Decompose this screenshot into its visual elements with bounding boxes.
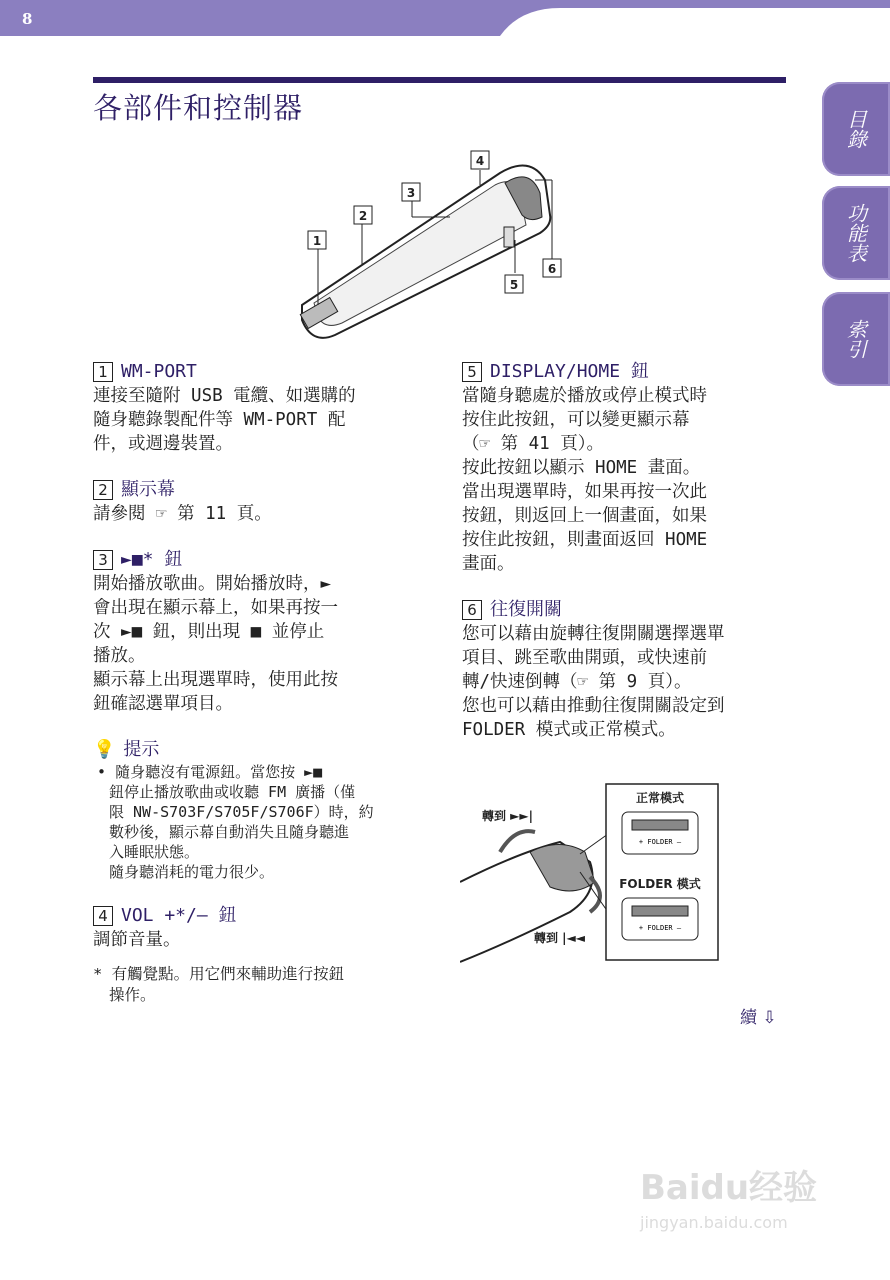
- section-volume: [93, 904, 423, 952]
- page-number: 8: [22, 10, 33, 28]
- callout-number: 2: [93, 480, 113, 500]
- callout-number: 1: [93, 362, 113, 382]
- callout-3: [402, 183, 420, 201]
- section-title: 顯示幕: [121, 479, 175, 500]
- section-display-home: [462, 360, 792, 576]
- callout-number: 3: [93, 550, 113, 570]
- section-body: 請參閱 ☞ 第 11 頁。: [93, 504, 272, 524]
- svg-text:1: 1: [312, 234, 322, 248]
- footnote: * 有觸覺點。用它們來輔助進行按鈕 操作。: [93, 965, 345, 1004]
- right-column: [462, 360, 792, 764]
- callout-4: [471, 151, 489, 169]
- section-body: 您可以藉由旋轉往復開關選擇選單 項目、跳至歌曲開頭，或快速前 轉/快速倒轉（☞ 第 9 頁）。 您也可以藉由推動往復開關設定到 FOLDER 模式或正常模式。: [462, 624, 725, 740]
- callout-5: [505, 275, 523, 293]
- player-illustration: [290, 145, 580, 345]
- section-title: VOL +*/– 鈕: [121, 905, 237, 926]
- tip-body: • 隨身聽沒有電源鈕。當您按 ►■: [97, 763, 323, 781]
- callout-2: [354, 206, 372, 224]
- tip-title: 提示: [123, 739, 160, 760]
- section-body: 開始播放歌曲。開始播放時，► 會出現在顯示幕上，如果再按一 次 ►■ 鈕，則出現 ■ 並停止 播放。 顯示幕上出現選單時，使用此按 鈕確認選單項目。: [93, 574, 338, 714]
- page-title: 各部件和控制器: [93, 91, 304, 125]
- bulb-icon: 💡: [93, 739, 116, 760]
- shuttle-diagram: [460, 782, 720, 972]
- section-title: WM-PORT: [121, 361, 197, 382]
- svg-text:2: 2: [358, 209, 368, 223]
- callout-number: 5: [462, 362, 482, 382]
- continue-indicator[interactable]: 續 ⇩: [740, 1008, 777, 1028]
- section-display: [93, 478, 423, 526]
- folder-mode-label: FOLDER 模式: [619, 877, 701, 891]
- callout-1: [308, 231, 326, 249]
- folder-switch-label-2: + FOLDER –: [638, 924, 682, 932]
- section-body: 連接至隨附 USB 電纜、如選購的 隨身聽錄製配件等 WM-PORT 配 件，或週邊裝置。: [93, 386, 356, 454]
- callout-number: 4: [93, 906, 113, 926]
- tip-box: [93, 738, 423, 882]
- header-bar: [0, 0, 890, 36]
- folder-switch-label: + FOLDER –: [638, 838, 682, 846]
- to-next-label: 轉到 ►►|: [482, 809, 534, 823]
- svg-text:3: 3: [406, 186, 416, 200]
- section-body: 調節音量。: [93, 930, 181, 950]
- svg-text:5: 5: [509, 278, 519, 292]
- svg-text:6: 6: [547, 262, 557, 276]
- section-play-stop: [93, 548, 423, 716]
- section-wm-port: [93, 360, 423, 456]
- callout-number: 6: [462, 600, 482, 620]
- callout-6: [543, 259, 561, 277]
- title-rule: [93, 77, 786, 83]
- svg-text:4: 4: [475, 154, 485, 168]
- tab-index[interactable]: 索引: [822, 292, 890, 386]
- section-shuttle: [462, 598, 792, 742]
- tab-menu[interactable]: 功能表: [822, 186, 890, 280]
- section-body: 當隨身聽處於播放或停止模式時 按住此按鈕，可以變更顯示幕 （☞ 第 41 頁）。 按此按鈕以顯示 HOME 畫面。 當出現選單時，如果再按一次此 按鈕，則返回上一個畫面，如果 按住此按鈕，則畫面返回 HOME 畫面。: [462, 386, 708, 574]
- tip-body-cont: 鈕停止播放歌曲或收聽 FM 廣播（僅 限 NW-S703F/S705F/S706F）時，約 數秒後，顯示幕自動消失且隨身聽進 入睡眠狀態。 隨身聽消耗的電力很少。: [109, 783, 374, 881]
- normal-mode-label: 正常模式: [635, 791, 685, 805]
- section-title: 往復開關: [490, 599, 562, 620]
- section-title: ►■* 鈕: [121, 549, 183, 570]
- watermark: Baidu经验 jingyan.baidu.com: [640, 1168, 818, 1232]
- tab-contents[interactable]: 目錄: [822, 82, 890, 176]
- section-title: DISPLAY/HOME 鈕: [490, 361, 649, 382]
- left-column: [93, 360, 423, 1006]
- to-prev-label: 轉到 |◄◄: [534, 931, 586, 945]
